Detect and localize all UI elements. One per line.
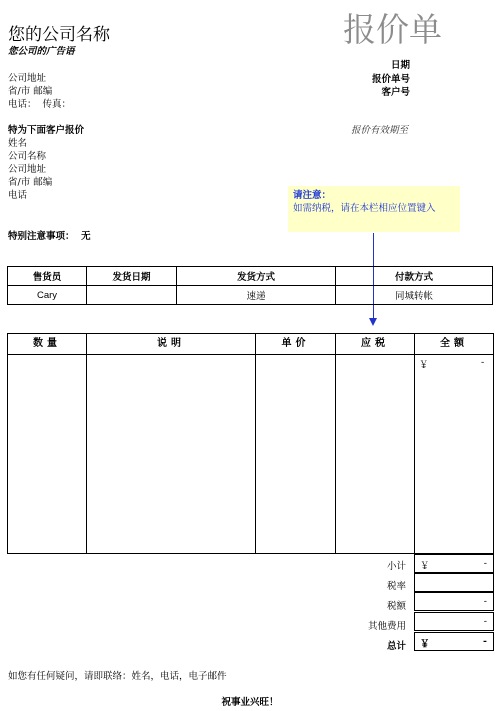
column-divider [255,334,256,553]
sender-address: 公司地址 [8,73,47,84]
tax-amount-value: - [483,596,487,607]
payment-method-header: 付款方式 [336,267,493,286]
tax-amount-field[interactable] [414,592,494,611]
contact-line: 如您有任何疑问，请即联络：姓名，电话，电子邮件 [8,671,227,682]
quote-number-label: 报价单号 [371,74,410,85]
column-divider [335,334,336,553]
tax-note [288,186,460,232]
amount-value[interactable]: - [481,357,485,368]
ship-method-value[interactable]: 速递 [177,286,336,305]
total-currency: ￥ [420,639,430,650]
customer-company: 公司名称 [8,151,47,162]
subtotal-currency: ￥ [420,561,430,572]
note-arrow-head-icon [369,318,377,326]
other-charges-field[interactable] [414,612,494,631]
amount-currency: ￥ [419,360,429,371]
tax-rate-label: 税率 [386,581,406,592]
column-divider [414,334,415,553]
total-value: - [483,636,487,647]
description-header: 说明 [87,334,255,355]
customer-id-label: 客户号 [381,87,410,98]
salesperson-value[interactable]: Cary [8,286,87,305]
ship-date-value[interactable] [87,286,177,305]
tax-amount-label: 税额 [386,601,406,612]
subtotal-value: - [483,558,487,569]
tax-note-text: 如需纳税，请在本栏相应位置键入 [293,203,436,214]
tax-rate-field[interactable] [414,573,494,592]
unit-price-header: 单价 [256,334,335,355]
salesperson-header: 售货员 [8,267,87,286]
customer-heading: 特为下面客户报价 [8,125,85,136]
customer-city-zip: 省/市 邮编 [8,177,53,188]
other-charges-label: 其他费用 [367,621,406,632]
total-field[interactable] [414,632,494,651]
sender-city-zip: 省/市 邮编 [8,86,53,97]
shipping-table [7,266,493,305]
sender-phone-fax: 电话： 传真： [8,99,72,110]
amount-header: 全额 [415,334,493,355]
tax-note-title: 请注意： [293,190,332,201]
document-title: 报价单 [343,10,442,49]
customer-address: 公司地址 [8,164,47,175]
column-divider [86,334,87,553]
other-charges-value: - [483,616,487,627]
taxable-header: 应税 [336,334,414,355]
thanks-line: 祝事业兴旺！ [221,697,279,708]
ship-date-header: 发货日期 [87,267,177,286]
total-label: 总计 [386,641,406,652]
subtotal-label: 小计 [386,561,406,572]
date-label: 日期 [390,60,410,71]
valid-until-label: 报价有效期至 [351,125,409,136]
payment-method-value[interactable]: 同城转帐 [336,286,493,305]
special-notes: 特别注意事项： 无 [8,231,91,242]
company-slogan: 您公司的广告语 [8,46,75,57]
quantity-header: 数量 [8,334,86,355]
company-name: 您的公司名称 [8,25,110,45]
subtotal-field[interactable] [414,554,494,573]
ship-method-header: 发货方式 [177,267,336,286]
customer-phone: 电话 [8,190,28,201]
customer-name: 姓名 [8,138,28,149]
